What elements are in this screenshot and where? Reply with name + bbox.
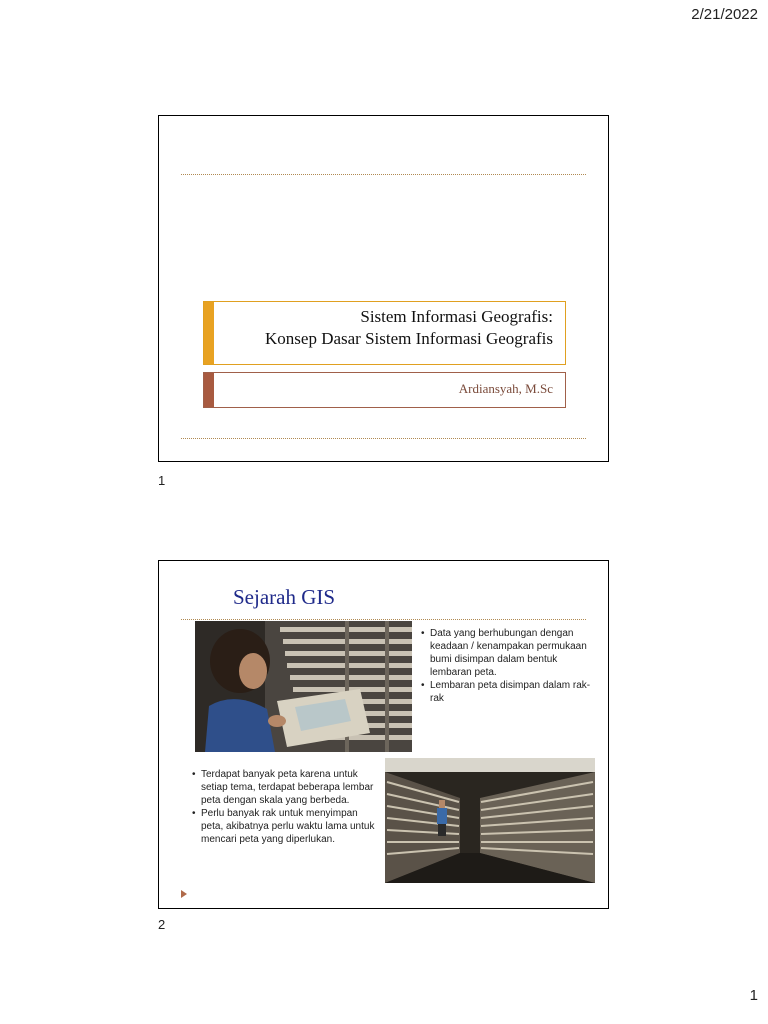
bullet-list-bottom [192,768,377,846]
author-box [203,372,566,408]
slide-2 [158,560,609,909]
page-date: 2/21/2022 [691,6,758,23]
nav-arrow-icon [181,890,187,898]
storage-corridor-illustration [385,758,595,883]
bullet-list-top [421,627,591,705]
title-box [203,301,566,365]
author-name: Ardiansyah, M.Sc [458,381,553,396]
slide-number-1: 1 [158,473,166,488]
title-accent-bar [204,302,214,364]
bullet-item: • Data yang berhubungan dengan keadaan / kenampakan permukaan bumi disimpan dalam bentuk lembaran peta. [421,627,591,679]
title-line-1: Sistem Informasi Geografis: [360,307,553,326]
author-accent-bar [204,373,214,407]
slide-number-2: 2 [158,917,166,932]
slide-title [265,306,553,350]
slide-1 [158,115,609,462]
map-storage-corridor-photo [385,758,595,883]
divider-top [181,174,586,175]
bullet-item: • Lembaran peta disimpan dalam rak-rak [421,679,591,705]
map-archive-illustration [195,621,412,752]
title-line-2: Konsep Dasar Sistem Informasi Geografis [265,329,553,348]
map-archive-photo [195,621,412,752]
page-number: 1 [749,987,758,1004]
divider-bottom [181,438,586,439]
bullet-item: • Terdapat banyak peta karena untuk setiap tema, terdapat beberapa lembar peta dengan skala yang berbeda. [192,768,377,807]
bullet-item: • Perlu banyak rak untuk menyimpan peta, akibatnya perlu waktu lama untuk mencari peta yang diperlukan. [192,807,377,846]
divider-top [181,619,586,620]
slide-title: Sejarah GIS [233,585,336,609]
